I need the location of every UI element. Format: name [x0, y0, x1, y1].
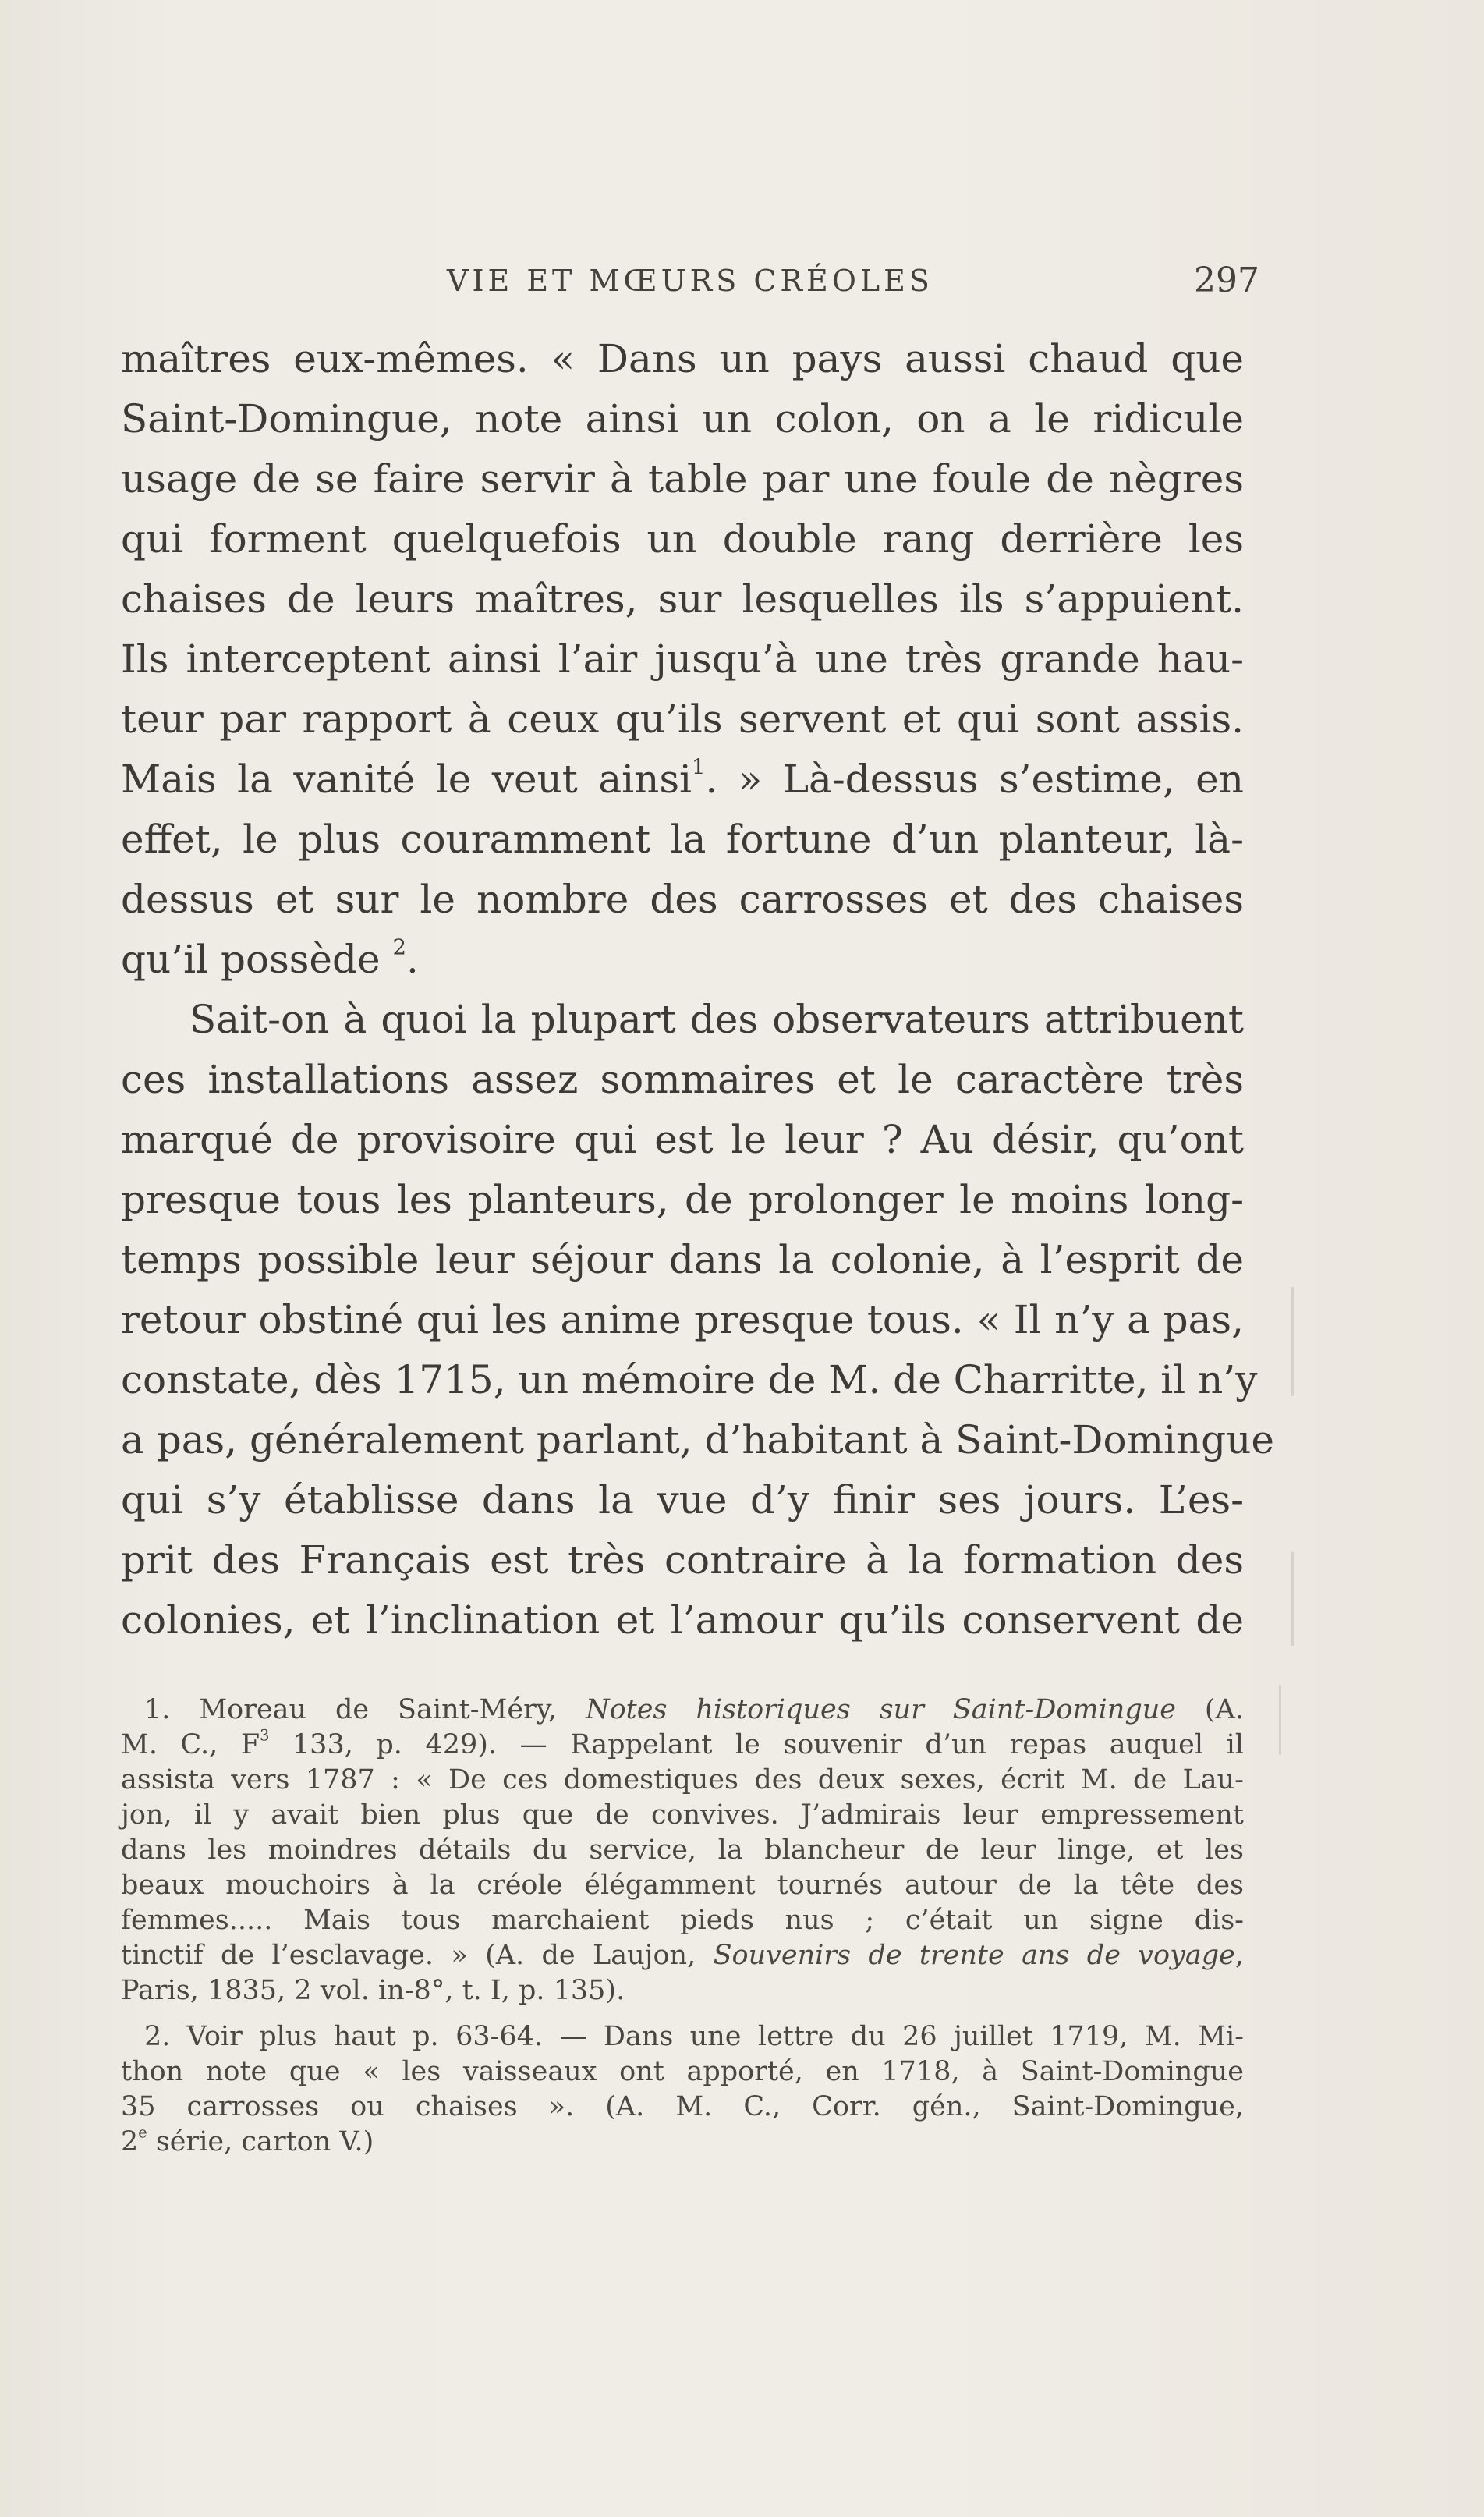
footnote-line — [121, 1728, 1244, 1763]
page-number: 297 — [1194, 261, 1259, 300]
running-title: VIE ET MŒURS CRÉOLES — [447, 264, 933, 298]
footnote-sup: e — [138, 2123, 147, 2142]
text-line: teur par rapport à ceux qu’ils servent et qui sont assis. — [121, 697, 1244, 742]
footnote-line: thon note que « les vaisseaux ont apporté, en 1718, à Saint-Domingue — [121, 2056, 1244, 2087]
text-line: temps possible leur séjour dans la colonie, à l’esprit de — [121, 1237, 1244, 1282]
note-ref-2: 2 — [392, 934, 406, 960]
footnote-segment: M. C., F — [121, 1729, 260, 1760]
footnote-sup: 3 — [260, 1726, 270, 1745]
footnote-title: Souvenirs de trente ans de voyage — [713, 1940, 1235, 1971]
text-line: Saint-Domingue, note ainsi un colon, on a le ridicule — [121, 396, 1244, 441]
footnote-line — [121, 1938, 1244, 1973]
text-line: colonies, et l’inclination et l’amour qu’ils conservent de — [121, 1597, 1244, 1643]
footnote-line: 2. Voir plus haut p. 63-64. — Dans une lettre du 26 juillet 1719, M. Mi- — [144, 2021, 1244, 2052]
footnote-line: jon, il y avait bien plus que de convives. J’admirais leur empressement — [121, 1799, 1244, 1831]
text-line: maîtres eux-mêmes. « Dans un pays aussi chaud que — [121, 336, 1244, 381]
page-edge-mark — [1291, 1287, 1294, 1396]
footnotes — [121, 1693, 1244, 2160]
footnote-line: femmes..... Mais tous marchaient pieds nus ; c’était un signe dis- — [121, 1905, 1244, 1936]
text-line: qui forment quelquefois un double rang derrière les — [121, 516, 1244, 562]
footnote-gap — [121, 2008, 1244, 2019]
text-line: ces installations assez sommaires et le caractère très — [121, 1057, 1244, 1102]
text-line: Sait-on à quoi la plupart des observateurs attribuent — [189, 997, 1244, 1042]
footnote-line: Paris, 1835, 2 vol. in-8°, t. I, p. 135). — [121, 1975, 625, 2006]
text-line: dessus et sur le nombre des carrosses et des chaises — [121, 877, 1244, 922]
footnote-line: dans les moindres détails du service, la blancheur de leur linge, et les — [121, 1835, 1244, 1866]
text-segment: qu’il possède — [121, 937, 381, 982]
text-line: a pas, généralement parlant, d’habitant à Saint-Domingue — [121, 1417, 1274, 1462]
text-line: retour obstiné qui les anime presque tous. « Il n’y a pas, — [121, 1297, 1244, 1342]
text-line: effet, le plus couramment la fortune d’un planteur, là- — [121, 817, 1244, 862]
footnote-segment: tinctif de l’esclavage. » (A. de Laujon, — [121, 1940, 714, 1971]
text-line: constate, dès 1715, un mémoire de M. de Charritte, il n’y — [121, 1357, 1258, 1402]
page-edge-mark — [1279, 1685, 1281, 1755]
text-line: usage de se faire servir à table par une foule de nègres — [121, 456, 1244, 502]
footnote-segment: série, carton V.) — [147, 2126, 374, 2157]
footnote-segment: 133, p. 429). — Rappelant le souvenir d’un repas auquel il — [269, 1729, 1244, 1760]
footnote-line: 35 carrosses ou chaises ». (A. M. C., Corr. gén., Saint-Domingue, — [121, 2091, 1244, 2122]
text-line: qui s’y établisse dans la vue d’y finir ses jours. L’es- — [121, 1477, 1244, 1523]
text-line: marqué de provisoire qui est le leur ? Au désir, qu’ont — [121, 1117, 1244, 1162]
text-line: Ils interceptent ainsi l’air jusqu’à une très grande hau- — [121, 636, 1244, 682]
text-line: prit des Français est très contraire à la formation des — [121, 1537, 1244, 1583]
footnote-segment: , — [1234, 1940, 1244, 1971]
text-line: presque tous les planteurs, de prolonger le moins long- — [121, 1177, 1244, 1222]
footnote-segment: 1. Moreau de Saint-Méry, — [144, 1694, 586, 1725]
note-ref-1: 1 — [691, 754, 706, 780]
footnote-segment: (A. — [1176, 1694, 1244, 1725]
footnote-segment: 2 — [121, 2126, 139, 2157]
body-text — [121, 329, 1274, 1650]
page-edge-mark — [1291, 1552, 1294, 1646]
text-segment: . » Là-dessus s’estime, en — [705, 757, 1244, 802]
footnote-line: beaux mouchoirs à la créole élégamment tournés autour de la tête des — [121, 1870, 1244, 1901]
text-segment: . — [406, 937, 419, 982]
footnote-line: assista vers 1787 : « De ces domestiques des deux sexes, écrit M. de Lau- — [121, 1764, 1244, 1796]
text-segment: Mais la vanité le veut ainsi — [121, 757, 692, 802]
footnote-line — [121, 1693, 1244, 1728]
footnote-line — [121, 2125, 1244, 2160]
text-line — [121, 930, 1244, 990]
text-line: chaises de leurs maîtres, sur lesquelles ils s’appuient. — [121, 576, 1244, 622]
running-head — [121, 257, 1259, 304]
footnote-title: Notes historiques sur Saint-Domingue — [585, 1694, 1176, 1725]
text-line — [121, 750, 1244, 810]
